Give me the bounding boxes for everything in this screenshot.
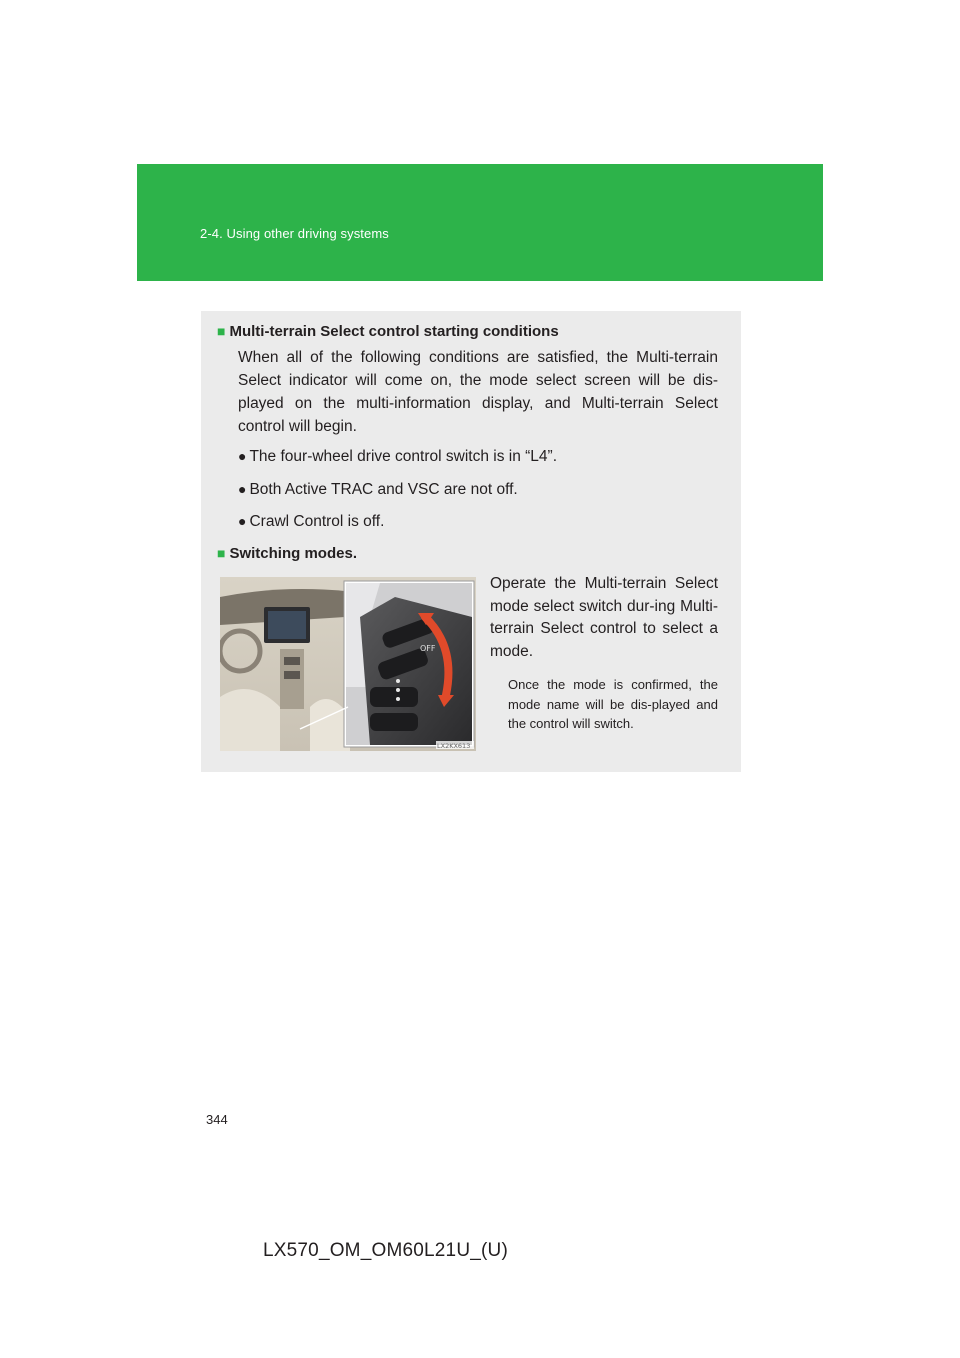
switch-label-off: OFF — [420, 644, 436, 653]
page-number: 344 — [206, 1112, 228, 1127]
heading-text: Switching modes. — [229, 545, 357, 562]
car-interior-illustration — [220, 577, 476, 751]
bullet-item — [238, 513, 384, 531]
switch-instructions: Operate the Multi-terrain Select mode select switch dur-ing Multi-terrain Select control to select a mode. — [490, 575, 718, 660]
document-code: LX570_OM_OM60L21U_(U) — [263, 1240, 508, 1261]
bullet-text: The four-wheel drive control switch is in “L4”. — [249, 448, 558, 465]
bullet-item — [238, 481, 518, 499]
heading-switching-modes — [217, 545, 357, 562]
bullet-text: Both Active TRAC and VSC are not off. — [249, 481, 518, 498]
circle-bullet-icon: ● — [238, 513, 247, 529]
circle-bullet-icon: ● — [238, 481, 247, 497]
square-bullet-icon: ■ — [217, 545, 226, 561]
header-band — [137, 164, 823, 281]
circle-bullet-icon: ● — [238, 448, 247, 464]
image-code: LX2KX613 — [437, 742, 471, 750]
switch-photo — [220, 577, 476, 751]
section-title: 2-4. Using other driving systems — [200, 226, 389, 241]
heading-text: Multi-terrain Select control starting conditions — [229, 323, 559, 340]
bullet-text: Crawl Control is off. — [249, 513, 385, 530]
bullet-item — [238, 448, 557, 466]
intro-paragraph: When all of the following conditions are satisfied, the Multi-terrain Select indicator will come on, the mode select screen will be dis-played on the multi-information display, and Multi-terrain Select control will begin. — [238, 349, 718, 435]
heading-starting-conditions — [217, 323, 559, 340]
square-bullet-icon: ■ — [217, 323, 226, 339]
note-text: Once the mode is confirmed, the mode name will be dis-played and the control will switch. — [508, 677, 718, 731]
info-box — [201, 311, 741, 772]
